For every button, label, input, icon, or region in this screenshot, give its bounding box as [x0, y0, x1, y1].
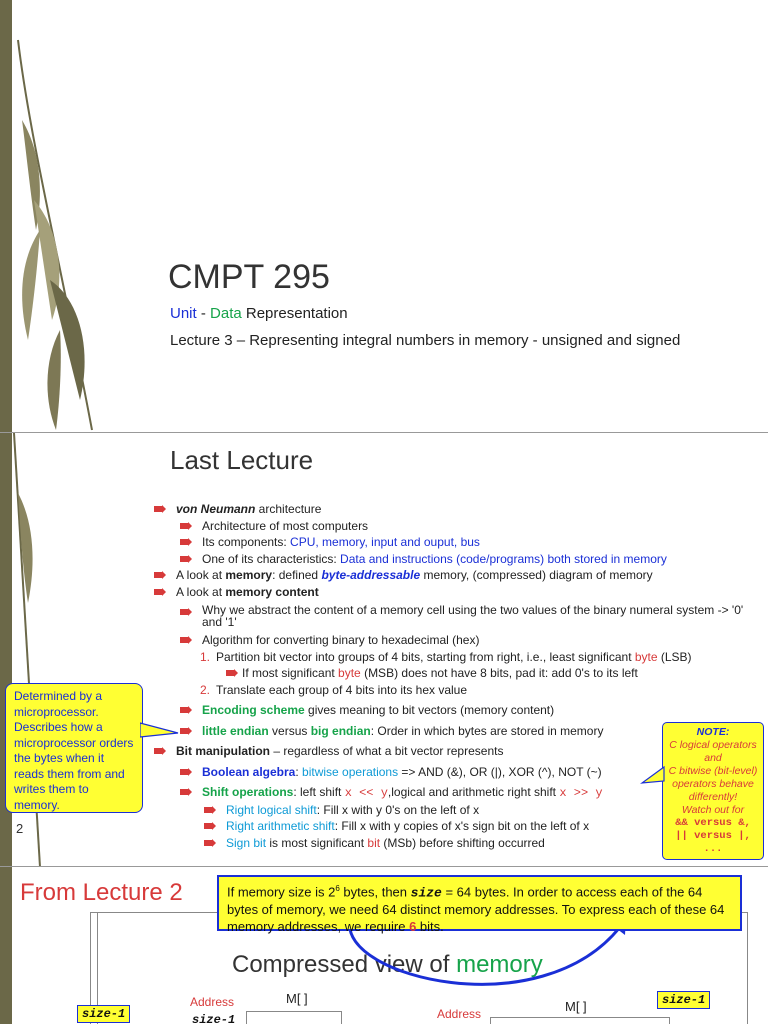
m-label-left: M[ ] — [286, 991, 308, 1006]
bullet: Right arithmetic shift: Fill x with y copies of x's sign bit on the left of x — [150, 818, 762, 835]
bullet: Algorithm for converting binary to hexadecimal (hex) — [150, 632, 762, 649]
page-number: 2 — [16, 821, 24, 836]
bullet: Shift operations: left shift x << y,logical and arithmetic right shift x >> y — [150, 784, 762, 802]
bullet-arrow-icon — [180, 727, 192, 735]
last-lecture-slide — [0, 432, 768, 866]
bullet: Bit manipulation – regardless of what a bit vector represents — [150, 743, 762, 760]
bullet: Its components: CPU, memory, input and ouput, bus — [150, 534, 762, 551]
callout-pointer — [140, 721, 180, 741]
bullet-arrow-icon — [180, 636, 192, 644]
slide-title: Last Lecture — [170, 445, 314, 475]
bullet: Boolean algebra: bitwise operations => AND (&), OR (|), XOR (^), NOT (~) — [150, 764, 762, 781]
title-slide — [0, 0, 768, 432]
note-pointer — [640, 763, 666, 789]
bullet-arrow-icon — [154, 588, 166, 596]
memory-row — [490, 1017, 670, 1024]
diagram-title: Compressed view of memory — [232, 951, 543, 978]
bullet-arrow-icon — [154, 505, 166, 513]
bullet: Architecture of most computers — [150, 518, 762, 535]
address-label-left: Address — [190, 995, 235, 1009]
bullet-arrow-icon — [154, 571, 166, 579]
numbered-item: 2. Translate each group of 4 bits into its hex value — [200, 682, 468, 697]
size-label-inner: size-1 — [192, 1013, 236, 1024]
bullet-arrow-icon — [204, 806, 216, 814]
note-callout: NOTE: C logical operators and C bitwise (bit-level) operators behave differently! Watch out for && versus &, || versus |, ... — [662, 722, 764, 860]
unit-subtitle: Unit - Data Representation — [170, 305, 348, 322]
bullet: von Neumann architecture — [150, 501, 762, 518]
bullet-arrow-icon — [180, 555, 192, 563]
bullet-arrow-icon — [180, 706, 192, 714]
memory-size-box: If memory size is $2^6$ bytes, then size = 64 bytes. In order to access each of the 64 bytes of memory, we need 64 distinct memory addresses. To express each of these 64 memory addresses, we require 6 bits. — [217, 875, 742, 931]
bullet: If most significant byte (MSB) does not have 8 bits, pad it: add 0's to its left — [150, 665, 762, 682]
bullet-arrow-icon — [226, 669, 238, 677]
bullet: little endian versus big endian: Order in which bytes are stored in memory — [150, 723, 762, 740]
bullet: Sign bit is most significant bit (MSb) before shifting occurred — [150, 835, 762, 852]
slide-title: From Lecture 2 — [20, 879, 183, 906]
address-label-right: Address — [437, 1007, 482, 1021]
bullet-arrow-icon — [180, 788, 192, 796]
memory-cell — [246, 1011, 342, 1024]
endian-callout: Determined by a microprocessor. Describes how a microprocessor orders the bytes when it reads them from and writes them to memory. — [5, 683, 143, 813]
bullet-arrow-icon — [180, 538, 192, 546]
course-title: CMPT 295 — [168, 258, 330, 296]
lecture-title: Lecture 3 – Representing integral numbers in memory - unsigned and signed — [170, 332, 681, 349]
bullet: One of its characteristics: Data and instructions (code/programs) both stored in memory — [150, 551, 762, 568]
bullet-arrow-icon — [180, 768, 192, 776]
bullet: Right logical shift: Fill x with y 0's on the left of x — [150, 802, 762, 819]
vine-decoration — [0, 0, 110, 432]
m-label-right: M[ ] — [565, 999, 587, 1014]
bullet-arrow-icon — [180, 608, 192, 616]
bullet-arrow-icon — [154, 747, 166, 755]
bullet-arrow-icon — [204, 822, 216, 830]
size-label-left: size-1 — [77, 1005, 130, 1023]
bullet: A look at memory: defined byte-addressable memory, (compressed) diagram of memory — [150, 567, 762, 584]
side-bar — [0, 867, 12, 1024]
memory-slide — [0, 866, 768, 1024]
bullet: Why we abstract the content of a memory cell using the two values of the binary numeral system -> '0' and '1' — [150, 604, 762, 628]
bullet: A look at memory content — [150, 584, 762, 601]
numbered-item: 1. Partition bit vector into groups of 4 bits, starting from right, i.e., least significant byte (LSB) — [200, 649, 692, 664]
bullet-arrow-icon — [180, 522, 192, 530]
bullet-arrow-icon — [204, 839, 216, 847]
bullet: Encoding scheme gives meaning to bit vectors (memory content) — [150, 702, 762, 719]
size-label-right: size-1 — [657, 991, 710, 1009]
